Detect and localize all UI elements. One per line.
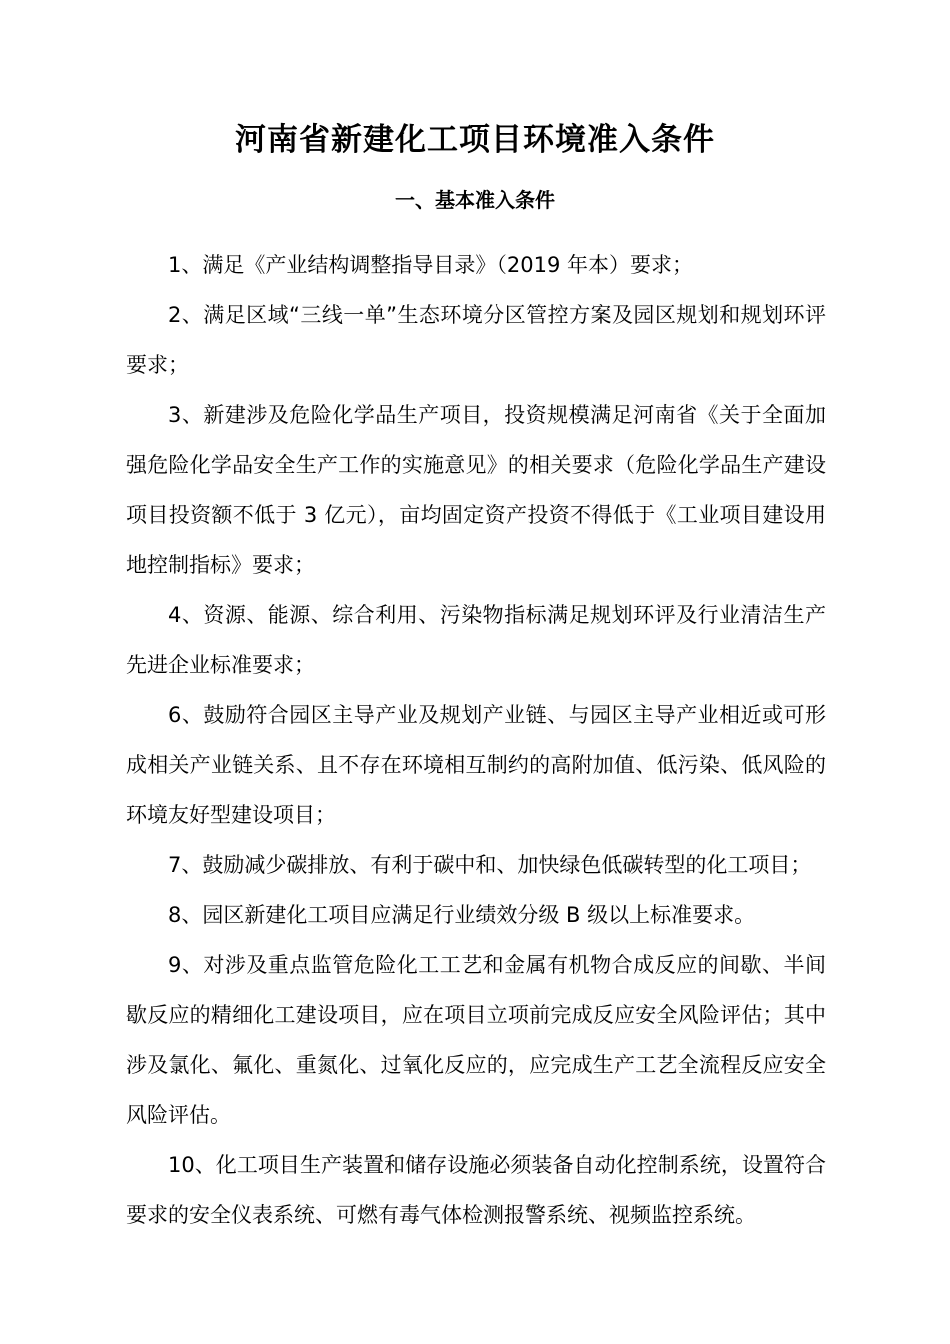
paragraph-1: 1、满足《产业结构调整指导目录》（2019 年本）要求； xyxy=(168,253,693,277)
paragraph-4: 4、资源、能源、综合利用、污染物指标满足规划环评及行业清洁生产先进企业标准要求； xyxy=(126,603,826,677)
document-body xyxy=(126,240,826,1240)
document-title: 河南省新建化工项目环境准入条件 xyxy=(235,122,715,158)
paragraph-9: 9、对涉及重点监管危险化工工艺和金属有机物合成反应的间歇、半间歇反应的精细化工建设项目，应在项目立项前完成反应安全风险评估；其中涉及氯化、氟化、重氮化、过氧化反应的，应完成生产工艺全流程反应安全风险评估。 xyxy=(126,953,826,1127)
paragraph-10: 10、化工项目生产装置和储存设施必须装备自动化控制系统，设置符合要求的安全仪表系统、可燃有毒气体检测报警系统、视频监控系统。 xyxy=(126,1153,826,1227)
section-heading: 一、基本准入条件 xyxy=(395,188,555,212)
paragraph-3: 3、新建涉及危险化学品生产项目，投资规模满足河南省《关于全面加强危险化学品安全生产工作的实施意见》的相关要求（危险化学品生产建设项目投资额不低于 3 亿元），亩均固定资产投资不得低于《工业项目建设用地控制指标》要求； xyxy=(126,403,826,577)
paragraph-2: 2、满足区域“三线一单”生态环境分区管控方案及园区规划和规划环评要求； xyxy=(126,303,826,377)
paragraph-6: 6、鼓励符合园区主导产业及规划产业链、与园区主导产业相近或可形成相关产业链关系、且不存在环境相互制约的高附加值、低污染、低风险的环境友好型建设项目； xyxy=(126,703,826,827)
paragraph-8: 8、园区新建化工项目应满足行业绩效分级 B 级以上标准要求。 xyxy=(168,903,756,927)
paragraph-7: 7、鼓励减少碳排放、有利于碳中和、加快绿色低碳转型的化工项目； xyxy=(168,853,812,877)
